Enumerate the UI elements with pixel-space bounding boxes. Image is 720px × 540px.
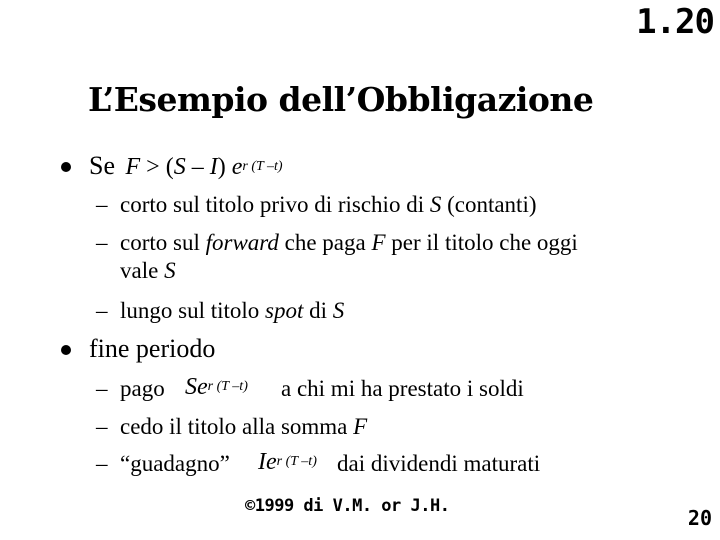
formula-s-exp: $Se^{r (T -t)}$: [185, 374, 248, 400]
bullet-dot: [61, 345, 71, 355]
page-number: 20: [687, 506, 712, 530]
dash: –: [96, 298, 108, 323]
bullet-fine-periodo: fine periodo: [89, 334, 216, 363]
dash: –: [96, 414, 108, 439]
dash: –: [96, 230, 108, 255]
sub-item-guadagno: “guadagno”: [120, 451, 230, 476]
sub-item-guadagno-rest: dai dividendi maturati: [337, 451, 541, 476]
sub-item-short-forward: corto sul forward che paga F per il titolo che oggi: [120, 230, 578, 255]
sub-item-cedo: cedo il titolo alla somma F: [120, 414, 368, 439]
bullet-se: [89, 151, 283, 181]
sub-item-long-spot: lungo sul titolo spot di S: [120, 298, 345, 323]
copyright-footer: ©1999 di V.M. or J.H.: [245, 496, 450, 516]
formula-i-exp: $Ie^{r (T -t)}$: [258, 449, 317, 475]
sub-item-pago-rest: a chi mi ha prestato i soldi: [281, 376, 524, 401]
bullet-dot: [61, 162, 71, 172]
sub-item-short-forward-line2: vale S: [120, 258, 176, 283]
bullet-text: Se: [89, 151, 115, 180]
sub-item-short-risk-free: corto sul titolo privo di rischio di S (contanti): [120, 192, 537, 217]
formula-condition: F > (S – I) $e^{r (T -t)}$: [125, 154, 283, 180]
slide-title: L’Esempio dell’Obbligazione: [88, 80, 594, 119]
dash: –: [96, 376, 108, 401]
dash: –: [96, 192, 108, 217]
slide-number: 1.20: [636, 2, 714, 42]
dash: –: [96, 451, 108, 476]
sub-item-pago: pago: [120, 376, 165, 401]
